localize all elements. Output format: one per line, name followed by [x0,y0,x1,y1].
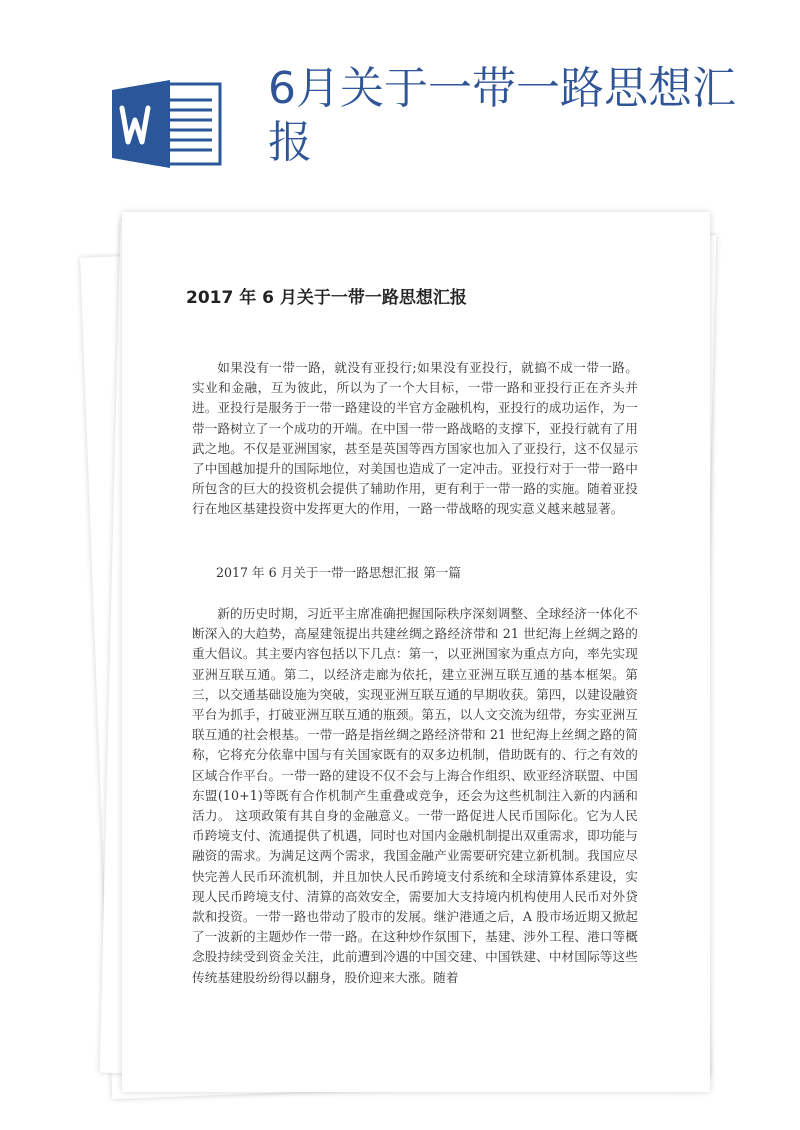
document-paragraph: 新的历史时期，习近平主席准确把握国际秩序深刻调整、全球经济一体化不断深入的大趋势，高屋建瓴提出共建丝绸之路经济带和 21 世纪海上丝绸之路的重大倡议。其主要内容包括以下几点：第一，以亚洲国家为重点方向，率先实现亚洲互联互通。第二，以经济走廊为依托，建立亚洲互联互通的基本框架。第三，以交通基础设施为突破，实现亚洲互联互通的早期收获。第四，以建设融资平台为抓手，打破亚洲互联互通的瓶颈。第五，以人文交流为纽带，夯实亚洲互联互通的社会根基。一带一路是指丝绸之路经济带和 21 世纪海上丝绸之路的简称，它将充分依靠中国与有关国家既有的双多边机制，借助既有的、行之有效的区域合作平台。一带一路的建设不仅不会与上海合作组织、欧亚经济联盟、中国东盟(10+1)等既有合作机制产生重叠或竞争，还会为这些机制注入新的内涵和活力。 这项政策有其自身的金融意义。一带一路促进人民币国际化。它为人民币跨境支付、流通提供了机遇，同时也对国内金融机制提出双重需求，即功能与融资的需求。为满足这两个需求，我国金融产业需要研究建立新机制。我国应尽快完善人民币环流机制，并且加快人民币跨境支付系统和全球清算体系建设，实现人民币跨境支付、清算的高效安全，需要加大支持境内机构使用人民币对外贷款和投资。一带一路也带动了股市的发展。继沪港通之后，A 股市场近期又掀起了一波新的主题炒作一带一路。在这种炒作氛围下，基建、涉外工程、港口等概念股持续受到资金关注，此前遭到冷遇的中国交建、中国铁建、中材国际等这些传统基建股纷纷得以翻身，股价迎来大涨。随着 [192,606,638,985]
page-title: 6月关于一带一路思想汇报 [268,63,736,168]
document-paragraph: 如果没有一带一路，就没有亚投行;如果没有亚投行，就搞不成一带一路。实业和金融，互为彼此，所以为了一个大目标，一带一路和亚投行正在齐头并进。亚投行是服务于一带一路建设的半官方金融机构，亚投行的成功运作，为一带一路树立了一个成功的开端。在中国一带一路战略的支撑下，亚投行就有了用武之地。不仅是亚洲国家，甚至是英国等西方国家也加入了亚投行，这不仅显示了中国越加提升的国际地位，对美国也造成了一定冲击。亚投行对于一带一路中所包含的巨大的投资机会提供了辅助作用，更有利于一带一路的实施。随着亚投行在地区基建投资中发挥更大的作用，一路一带战略的现实意义越来越显著。 [192,360,638,517]
section-subtitle: 2017 年 6 月关于一带一路思想汇报 第一篇 [216,565,461,580]
word-document-icon [108,78,228,170]
document-title: 2017 年 6 月关于一带一路思想汇报 [186,288,467,308]
